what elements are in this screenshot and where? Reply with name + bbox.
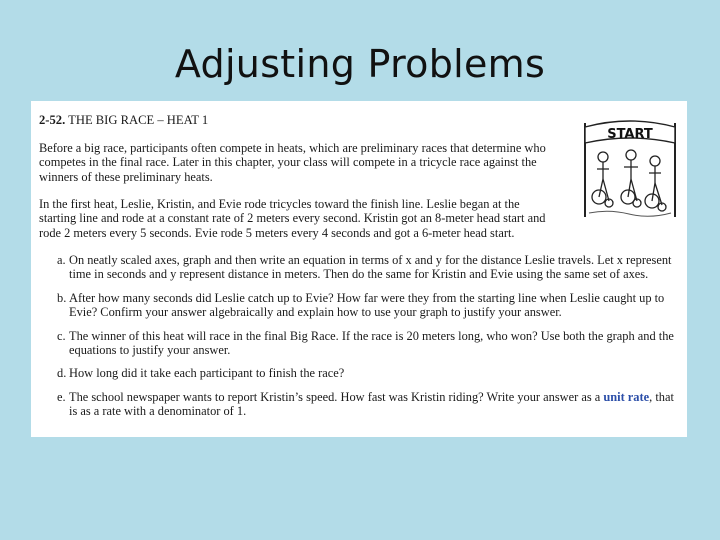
part-label: c. [57,328,66,343]
problem-document [31,101,687,437]
race-start-illustration [579,113,681,223]
part-text: After how many seconds did Leslie catch up to Evie? How far were they from the starting line when Leslie caught up to Evie? Confirm your answer algebraically and explain how to use your graph to justify your answer. [69,290,665,320]
part-text [69,390,681,419]
problem-parts-list [57,253,681,428]
part-text: On neatly scaled axes, graph and then write an equation in terms of x and y for the distance Leslie travels. Let x represent time in seconds and y represent distance in meters. Then do the same for Kristin and Evie using the same set of axes. [69,253,672,282]
problem-number: 2-52. [39,113,66,127]
unit-rate-term: unit rate [603,389,650,404]
part-c [57,329,681,358]
part-b [57,291,681,320]
slide-title: Adjusting Problems [174,42,546,86]
start-sign-text: START [607,127,653,142]
part-label: d. [57,366,67,381]
part-text-after: , that is as a rate with a denominator of 1. [69,389,674,419]
part-text: The winner of this heat will race in the final Big Race. If the race is 20 meters long, who won? Use both the graph and the equations to justify your answer. [69,328,674,358]
part-label: b. [57,290,67,305]
problem-title: THE BIG RACE – HEAT 1 [68,113,209,127]
problem-intro: Before a big race, participants often compete in heats, which are preliminary races that determine who competes in the final race. Later in this chapter, your class will compete in a tricycle race against the winners of these preliminary heats. [39,141,546,184]
part-e [57,390,681,419]
part-a [57,253,681,282]
part-text: How long did it take each participant to finish the race? [69,366,345,381]
problem-details: In the first heat, Leslie, Kristin, and Evie rode tricycles toward the finish line. Leslie began at the starting line and rode at a constant rate of 2 meters every second. Kristin got an 8-meter head start and rode 2 meters every 5 seconds. Evie rode 5 meters every 4 seconds and got a 6-meter head start. [39,197,546,240]
part-d [57,366,681,380]
part-text-before: The school newspaper wants to report Kristin’s speed. How fast was Kristin riding? Write your answer as a [69,389,604,404]
part-label: e. [57,389,66,404]
problem-heading [39,113,208,127]
part-label: a. [57,253,66,267]
